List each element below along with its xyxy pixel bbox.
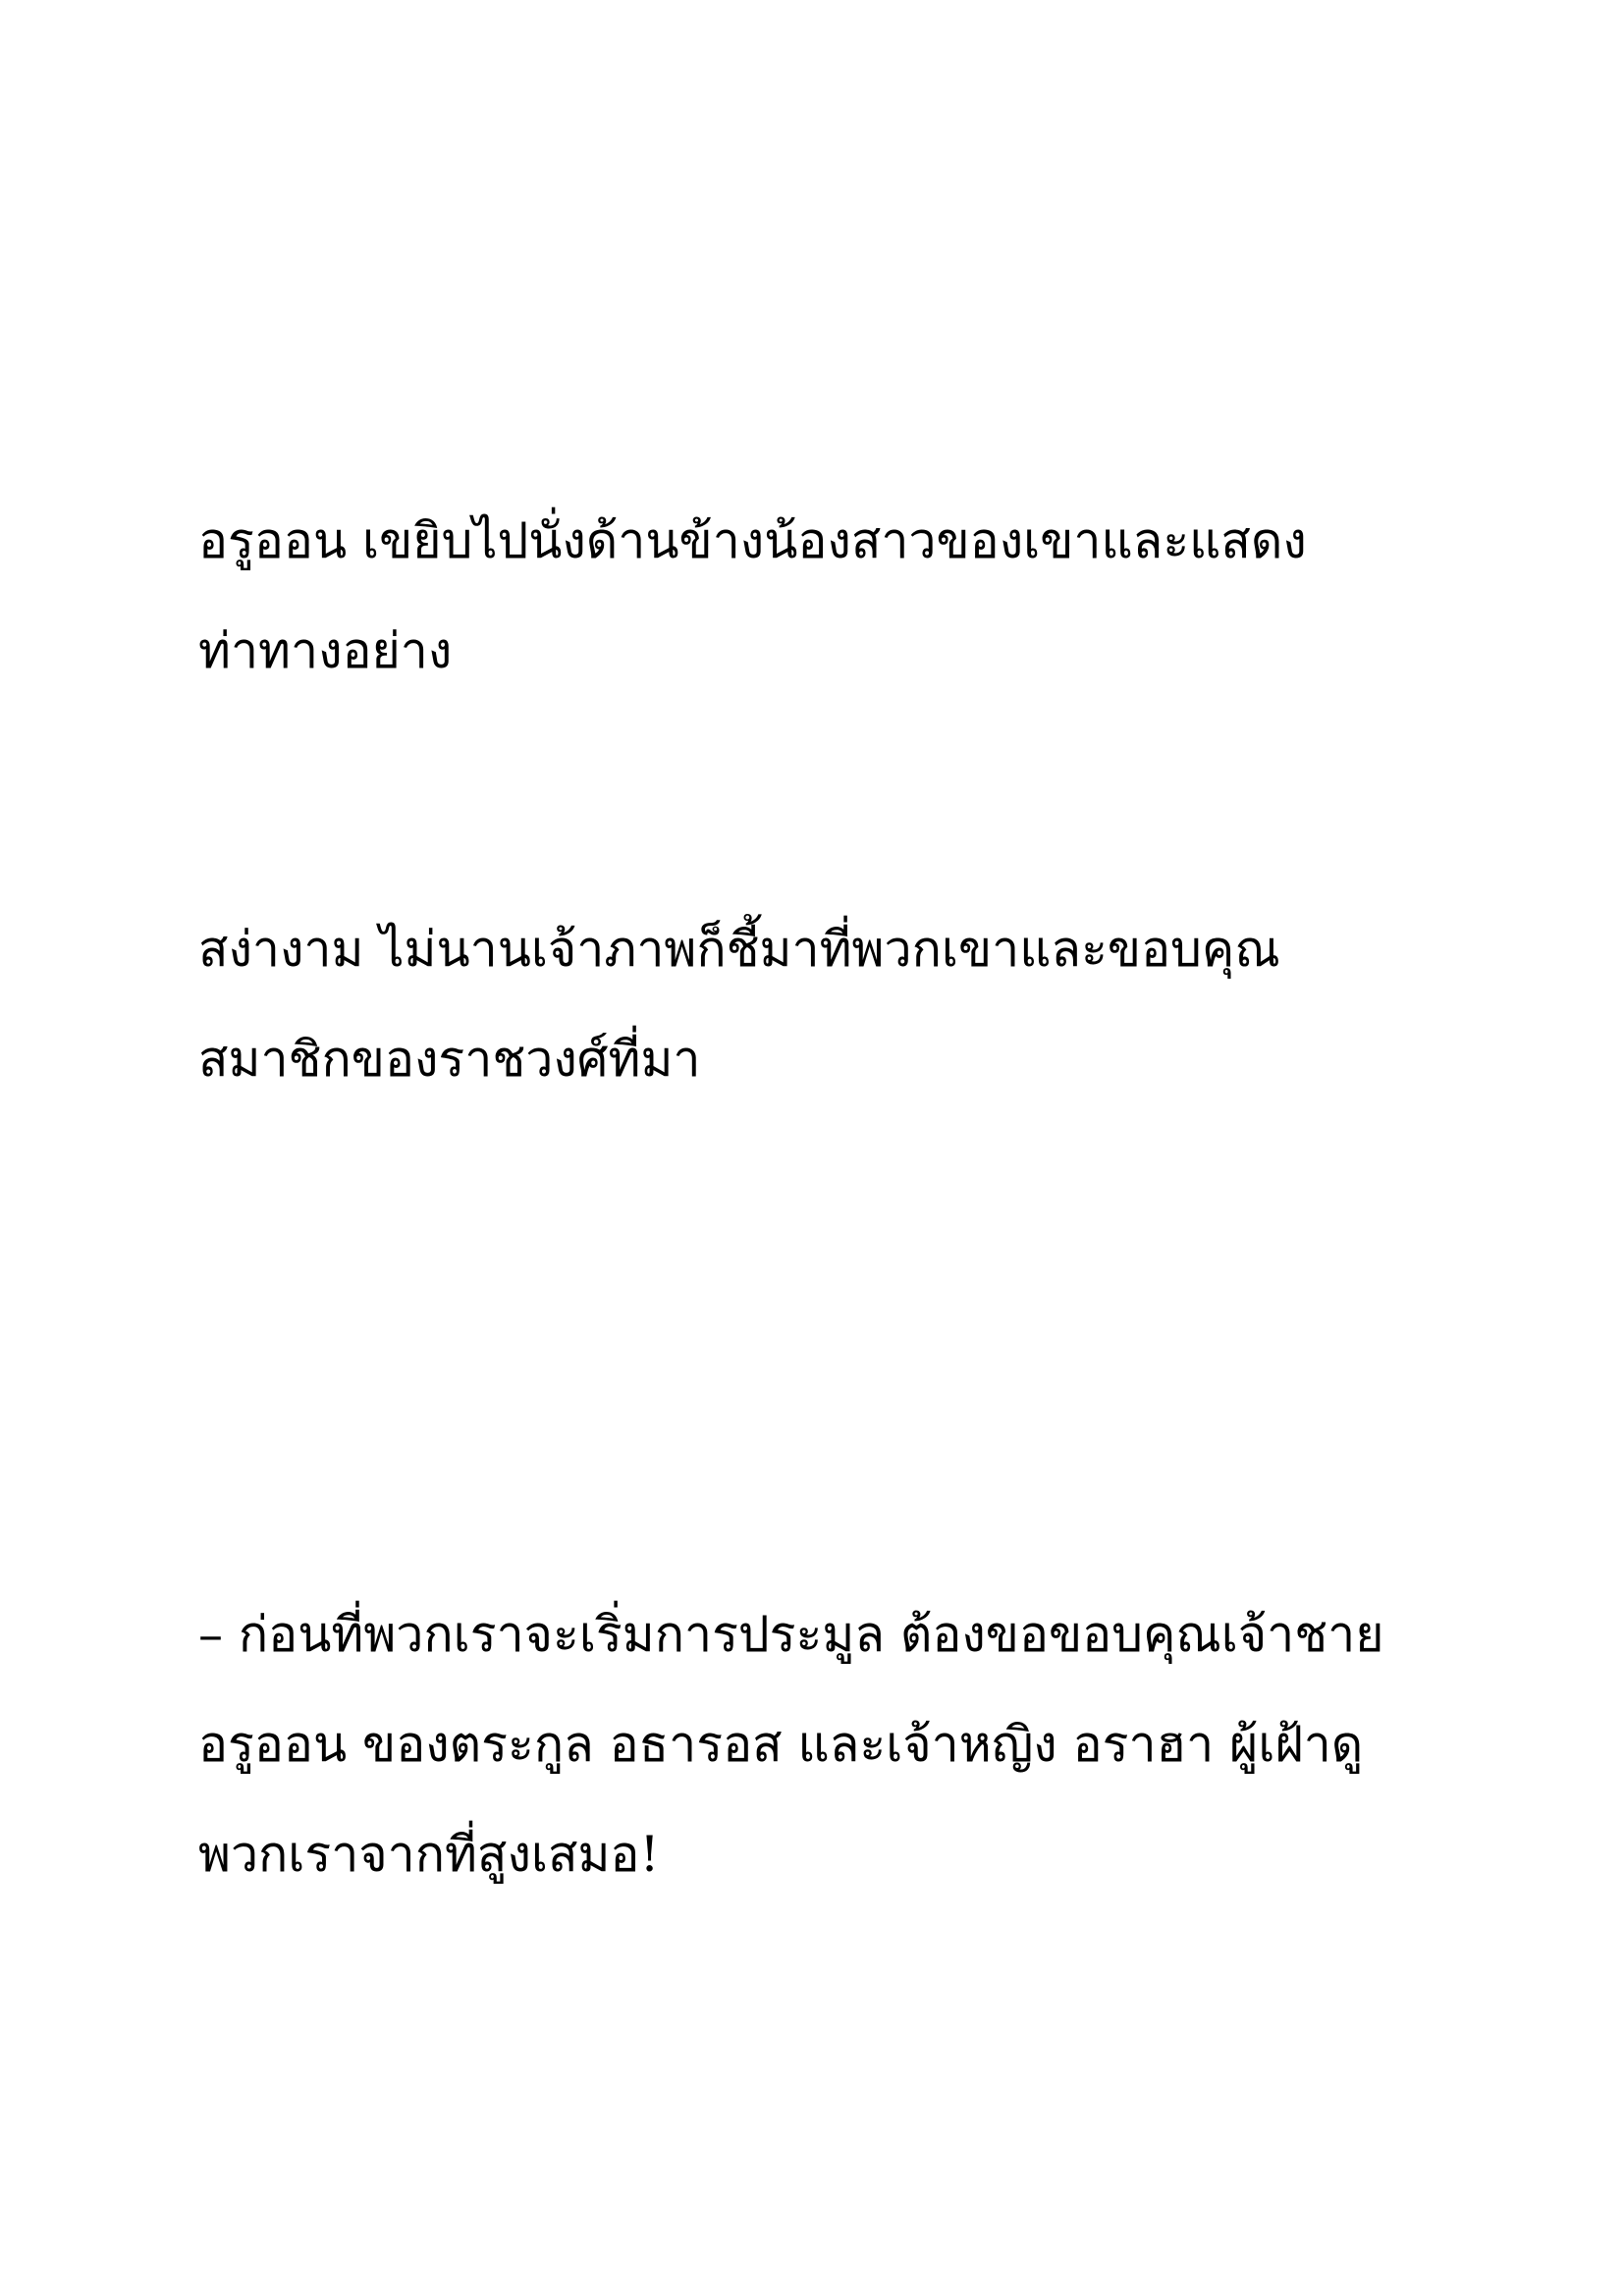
text-line: สมาชิกของราชวงศ์ที่มา	[198, 1031, 701, 1088]
paragraph	[198, 1579, 1465, 1909]
paragraph	[198, 894, 1465, 1114]
text-line: ท่าทางอย่าง	[198, 622, 453, 679]
paragraph	[198, 486, 1465, 706]
text-line: สง่างาม ไม่นานเจ้าภาพก็ชี้มาที่พวกเขาและขอบคุณ	[198, 921, 1280, 978]
text-line: อรูออน ของตระกูล อธารอส และเจ้าหญิง อราฮา ผู้เฝ้าดู	[198, 1716, 1364, 1773]
text-line: อรูออน เขยิบไปนั่งด้านข้างน้องสาวของเขาและแสดง	[198, 512, 1307, 569]
text-line: – ก่อนที่พวกเราจะเริ่มการประมูล ต้องขอขอบคุณเจ้าชาย	[198, 1606, 1384, 1663]
text-line: พวกเราจากที่สูงเสมอ!	[198, 1826, 660, 1883]
